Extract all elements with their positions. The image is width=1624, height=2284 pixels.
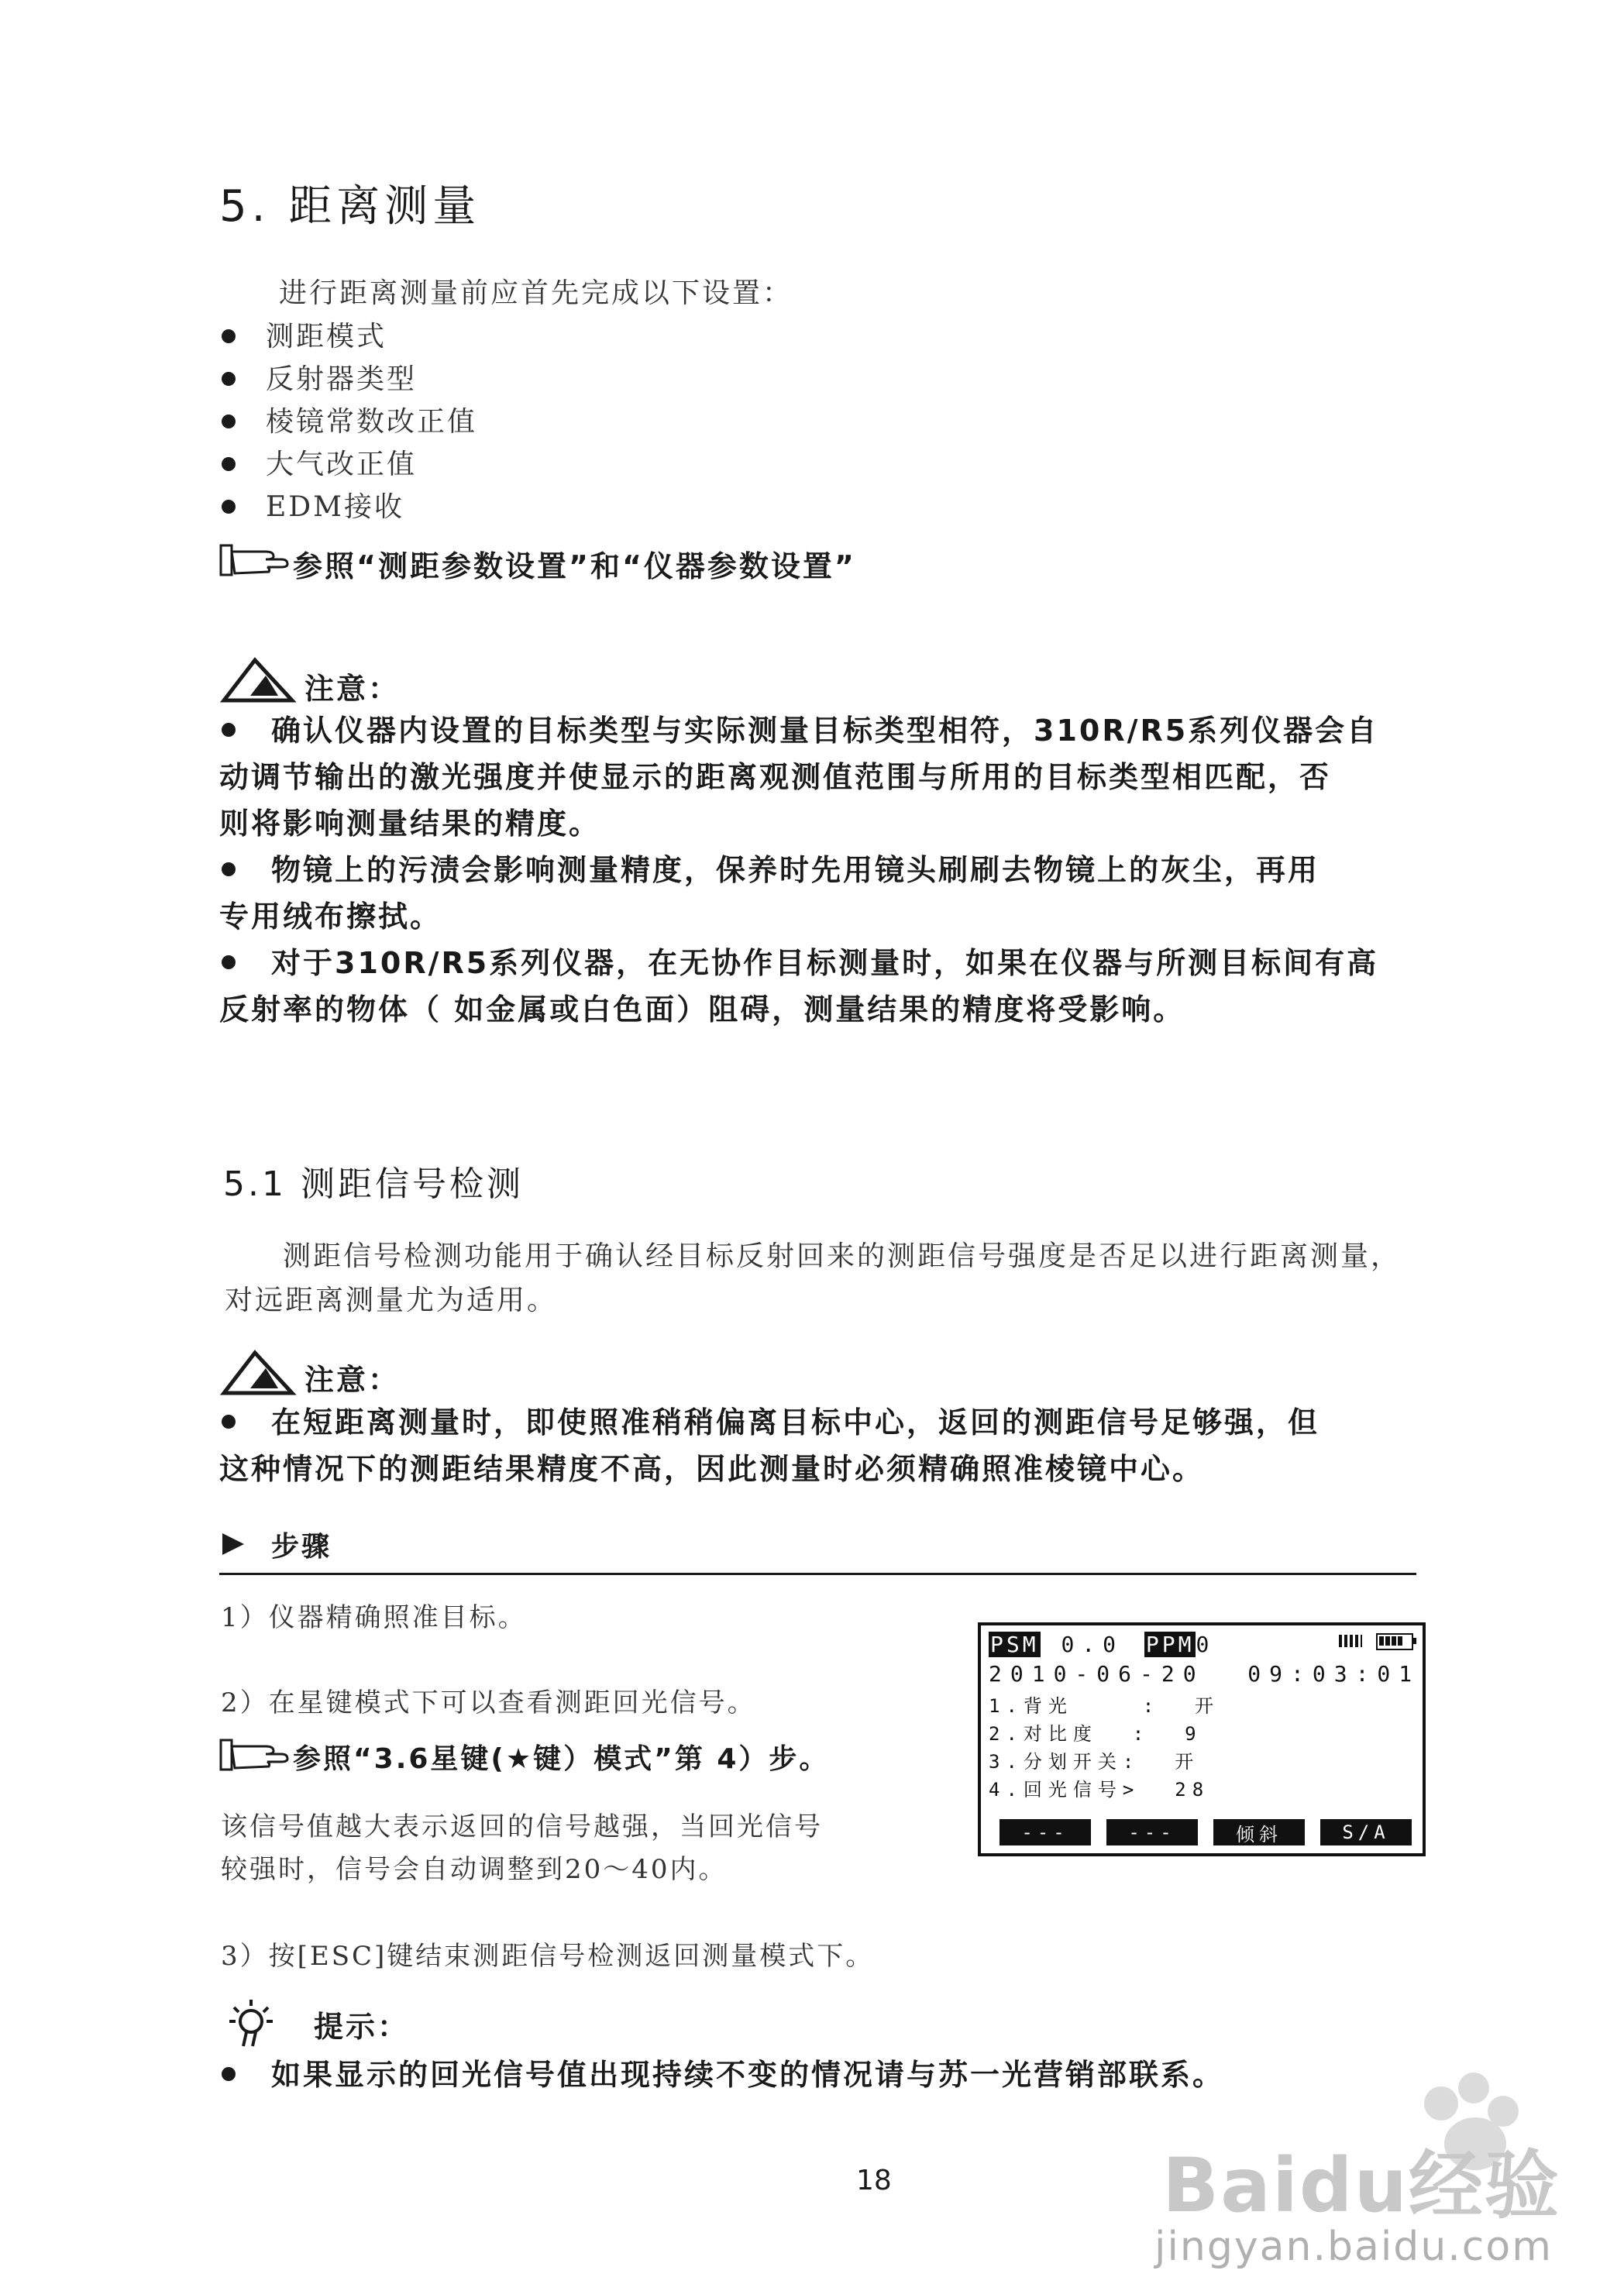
- note-line: 动调节输出的激光强度并使显示的距离观测值范围与所用的目标类型相匹配，否: [219, 760, 1332, 794]
- ppm-label: PPM: [1145, 1632, 1195, 1657]
- bullet-icon: [222, 457, 236, 471]
- bullet-icon: [222, 723, 236, 737]
- list-item: 测距模式: [266, 321, 387, 353]
- note-line: 在短距离测量时，即使照准稍稍偏离目标中心，返回的测距信号足够强，但: [271, 1405, 1320, 1440]
- step-description: 该信号值越大表示返回的信号越强，当回光信号: [221, 1811, 823, 1842]
- softkey-tilt: 倾斜: [1213, 1819, 1305, 1845]
- battery-icon: [1376, 1633, 1413, 1650]
- warning-icon: [219, 657, 297, 703]
- lightbulb-icon: [226, 1995, 280, 2053]
- pointing-hand-icon: [219, 1735, 289, 1774]
- section-heading: 5.1 测距信号检测: [223, 1164, 524, 1204]
- step-description: 较强时，信号会自动调整到20～40内。: [221, 1854, 728, 1885]
- tip-label: 提示：: [314, 2010, 410, 2044]
- bullet-icon: [222, 414, 236, 428]
- list-item: 棱镜常数改正值: [266, 406, 478, 438]
- section-paragraph: 测距信号检测功能用于确认经目标反射回来的测距信号强度是否足以进行距离测量，: [283, 1240, 1402, 1272]
- lcd-menu-item: 4.回光信号> 28: [989, 1779, 1210, 1801]
- bullet-icon: [222, 2067, 236, 2081]
- softkey-sa: S/A: [1320, 1819, 1412, 1845]
- chapter-heading: 5. 距离测量: [219, 181, 481, 232]
- softkey-f2: ---: [1106, 1819, 1198, 1845]
- warning-icon: [219, 1350, 297, 1396]
- psm-value: 0.0: [1061, 1632, 1124, 1657]
- note-line: 物镜上的污渍会影响测量精度，保养时先用镜头刷刷去物镜上的灰尘，再用: [271, 853, 1320, 887]
- bullet-icon: [222, 329, 236, 343]
- reference-text: 参照“3.6星键(★键）模式”第 4）步。: [293, 1743, 830, 1775]
- watermark-url: jingyan.baidu.com: [1154, 2224, 1553, 2270]
- list-item: EDM接收: [266, 491, 405, 523]
- note-line: 确认仪器内设置的目标类型与实际测量目标类型相符，310R/R5系列仪器会自: [271, 714, 1379, 748]
- tip-text: 如果显示的回光信号值出现持续不变的情况请与苏一光营销部联系。: [271, 2058, 1225, 2092]
- note-line: 对于310R/R5系列仪器，在无协作目标测量时，如果在仪器与所测目标间有高: [271, 946, 1379, 980]
- lcd-status-row: [989, 1632, 1216, 1657]
- list-item: 大气改正值: [266, 449, 418, 480]
- page-number: 18: [856, 2165, 892, 2196]
- note-label: 注意：: [304, 1363, 401, 1397]
- reference-text: 参照“测距参数设置”和“仪器参数设置”: [293, 549, 856, 583]
- instrument-display: [978, 1622, 1426, 1856]
- list-item: 反射器类型: [266, 363, 418, 395]
- ppm-value: 0: [1196, 1632, 1217, 1657]
- note-line: 反射率的物体（ 如金属或白色面）阻碍，测量结果的精度将受影响。: [219, 992, 1185, 1027]
- psm-label: PSM: [990, 1632, 1039, 1657]
- step-1: 1）仪器精确照准目标。: [221, 1602, 527, 1633]
- bullet-icon: [222, 372, 236, 386]
- watermark-brand: Baidu经验: [1162, 2142, 1560, 2229]
- bullet-icon: [222, 955, 236, 969]
- triangle-right-icon: [219, 1530, 247, 1558]
- step-2: 2）在星键模式下可以查看测距回光信号。: [221, 1687, 756, 1718]
- signal-icon: [1339, 1635, 1362, 1647]
- divider: [219, 1573, 1416, 1575]
- note-label: 注意：: [304, 672, 401, 706]
- note-line: 专用绒布擦拭。: [219, 899, 442, 934]
- pointing-hand-icon: [219, 541, 289, 580]
- lcd-datetime: 2010-06-20 09:03:01: [989, 1661, 1421, 1687]
- lcd-menu-item: 1.背光 : 开: [989, 1695, 1220, 1717]
- softkey-f1: ---: [1000, 1819, 1091, 1845]
- bullet-icon: [222, 862, 236, 876]
- note-line: 这种情况下的测距结果精度不高，因此测量时必须精确照准棱镜中心。: [219, 1452, 1205, 1486]
- bullet-icon: [222, 500, 236, 514]
- section-paragraph: 对远距离测量尤为适用。: [225, 1285, 558, 1316]
- step-3: 3）按[ESC]键结束测距信号检测返回测量模式下。: [221, 1941, 875, 1972]
- bullet-icon: [222, 1415, 236, 1429]
- lcd-menu-item: 2.对比度 : 9: [989, 1723, 1203, 1745]
- intro-text: 进行距离测量前应首先完成以下设置：: [279, 277, 793, 309]
- note-line: 则将影响测量结果的精度。: [219, 807, 601, 841]
- lcd-menu-item: 3.分划开关: 开: [989, 1751, 1200, 1773]
- steps-label: 步骤: [271, 1531, 332, 1563]
